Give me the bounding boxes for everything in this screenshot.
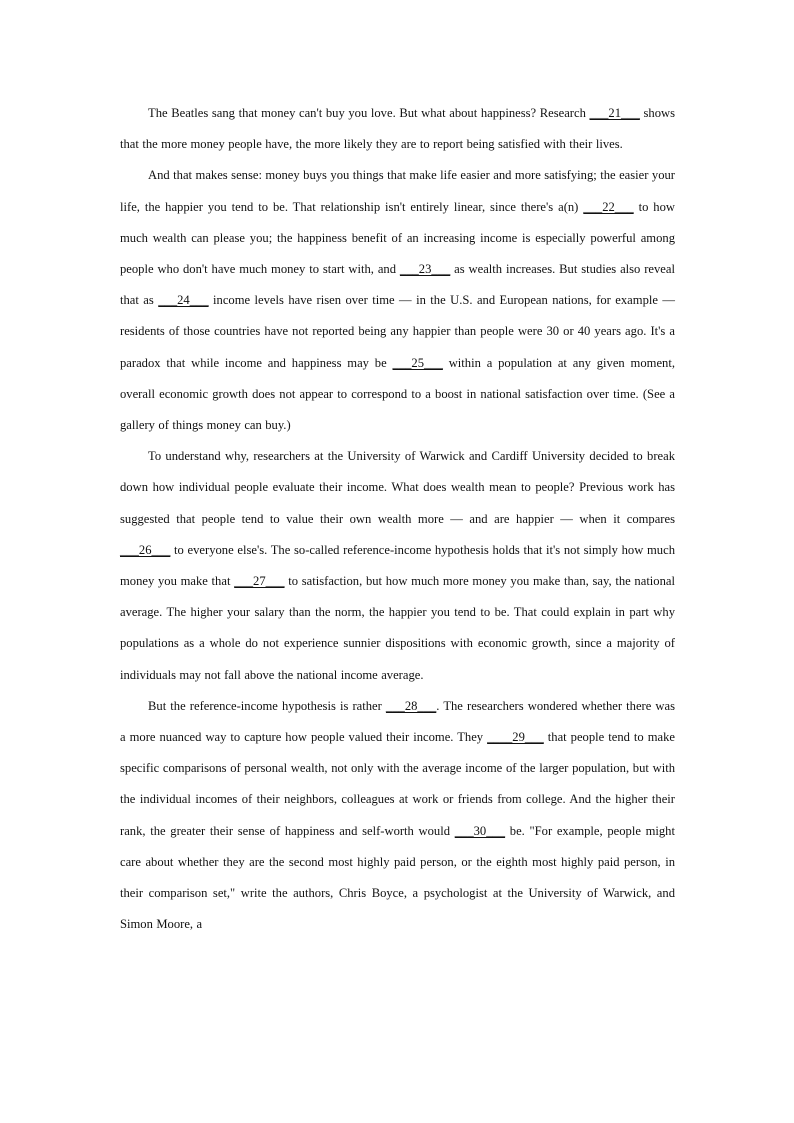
text-run: But the reference-income hypothesis is rather — [148, 698, 386, 713]
answer-blank: ___22___ — [583, 199, 634, 214]
answer-blank: ___21___ — [589, 106, 640, 120]
text-run: And that makes sense: money buys you things that make life easier and more satisfying; the easier your life, the happier you tend to be. That relationship isn't entirely linear, since there's a(n) — [120, 168, 675, 214]
paragraph-1 — [120, 98, 675, 160]
paragraph-2 — [120, 160, 675, 441]
text-run: To understand why, researchers at the University of Warwick and Cardiff University decided to break down how individual people evaluate their income. What does wealth mean to people? Previous work has suggested that people tend to value their own wealth more — and are happier — when it compares — [120, 449, 675, 526]
text-run: within a population at any given moment, overall economic growth does not appear to correspond to a boost in national satisfaction over time. (See a gallery of things money can buy.) — [120, 355, 675, 433]
answer-blank: ___26___ — [120, 542, 171, 557]
text-run: shows that the more money people have, the more likely they are to report being satisfied with their lives. — [120, 106, 675, 152]
answer-blank: ____29___ — [487, 730, 544, 745]
paragraph-3 — [120, 441, 675, 691]
text-run: to everyone else's. The so-called reference-income hypothesis holds that it's not simply how much money you make that — [120, 542, 675, 589]
answer-blank: ___28___ — [385, 698, 437, 713]
answer-blank: ___23___ — [399, 262, 451, 277]
text-run: that people tend to make specific comparisons of personal wealth, not only with the average income of the larger population, but with the individual incomes of their neighbors, colleagues at work or friends from college. And the higher their rank, the greater their sense of happiness and self-worth would — [120, 730, 675, 838]
answer-blank: ___30___ — [454, 823, 506, 838]
text-run: . The researchers wondered whether there was a more nuanced way to capture how people valued their income. They — [120, 698, 676, 745]
document-body — [120, 98, 675, 940]
text-run: to satisfaction, but how much more money you make than, say, the national average. The higher your salary than the norm, the happier you tend to be. That could explain in part why populations as a whole do not experience sunnier dispositions with economic growth, since a majority of individuals may not fall above the national income average. — [120, 574, 675, 682]
text-run: The Beatles sang that money can't buy you love. But what about happiness? Research — [148, 106, 590, 120]
text-run: be. "For example, people might care about whether they are the second most highly paid person, or the eighth most highly paid person, in their comparison set," write the authors, Chris Boyce, a psychologist at the University of Warwick, and Simon Moore, a — [120, 823, 675, 932]
text-run: income levels have risen over time — in the U.S. and European nations, for example — residents of those countries have not reported being any happier than people were 30 or 40 years ago. It's a paradox that while income and happiness may be — [120, 293, 675, 370]
answer-blank: ___27___ — [234, 574, 285, 589]
answer-blank: ___25___ — [392, 355, 443, 370]
paragraph-4 — [120, 691, 675, 941]
text-run: to how much wealth can please you; the happiness benefit of an increasing income is especially powerful among people who don't have much money to start with, and — [120, 199, 675, 277]
answer-blank: ___24___ — [158, 293, 209, 308]
text-run: as wealth increases. But studies also reveal that as — [120, 262, 675, 308]
